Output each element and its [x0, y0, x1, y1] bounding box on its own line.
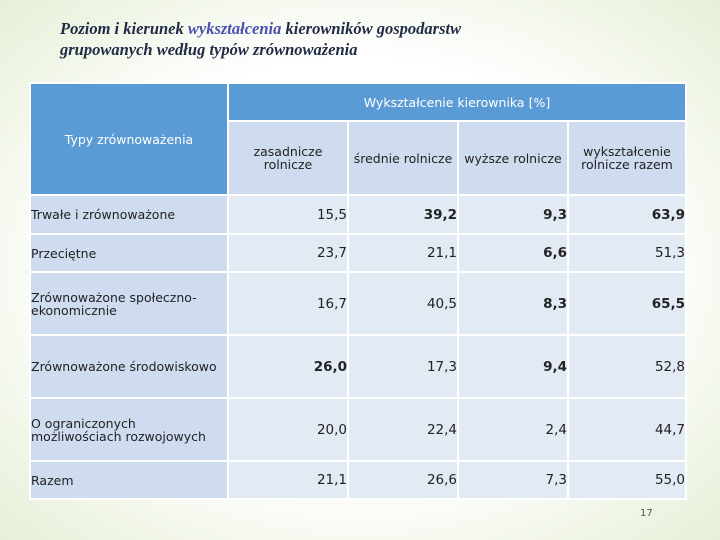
row-label: O ograniczonych możliwościach rozwojowych: [30, 398, 228, 461]
table-cell: 2,4: [458, 398, 568, 461]
table-cell: 23,7: [228, 234, 348, 272]
table-cell: 22,4: [348, 398, 458, 461]
table-cell: 55,0: [568, 461, 686, 499]
table-cell: 7,3: [458, 461, 568, 499]
table-cell: 9,4: [458, 335, 568, 398]
row-label: Zrównoważone środowiskowo: [30, 335, 228, 398]
table-cell: 39,2: [348, 195, 458, 234]
table-cell: 15,5: [228, 195, 348, 234]
title-part1: Poziom i kierunek: [60, 19, 188, 38]
table-cell: 40,5: [348, 272, 458, 335]
table-cell: 8,3: [458, 272, 568, 335]
row-label: Razem: [30, 461, 228, 499]
table-row: [30, 335, 686, 398]
table-row: [30, 461, 686, 499]
row-label: Trwałe i zrównoważone: [30, 195, 228, 234]
table-row: [30, 234, 686, 272]
table-cell: 44,7: [568, 398, 686, 461]
table-cell: 6,6: [458, 234, 568, 272]
title-part2: kierowników gospodarstw: [281, 19, 462, 38]
col-header: zasadnicze rolnicze: [228, 121, 348, 195]
table-cell: 51,3: [568, 234, 686, 272]
row-label: Przeciętne: [30, 234, 228, 272]
title-highlight: wykształcenia: [187, 19, 282, 38]
table-cell: 52,8: [568, 335, 686, 398]
col-header: wyższe rolnicze: [458, 121, 568, 195]
table-cell: 9,3: [458, 195, 568, 234]
col-header: wykształcenie rolnicze razem: [568, 121, 686, 195]
table-cell: 21,1: [228, 461, 348, 499]
header-group: Wykształcenie kierownika [%]: [228, 83, 686, 121]
row-label: Zrównoważone społeczno-ekonomicznie: [30, 272, 228, 335]
table-cell: 21,1: [348, 234, 458, 272]
table-cell: 26,0: [228, 335, 348, 398]
table-cell: 17,3: [348, 335, 458, 398]
page-number: 17: [640, 508, 653, 519]
table-row: [30, 398, 686, 461]
table-row: [30, 195, 686, 234]
table-body: [30, 195, 686, 499]
table-cell: 16,7: [228, 272, 348, 335]
col-header: średnie rolnicze: [348, 121, 458, 195]
table-cell: 20,0: [228, 398, 348, 461]
table-row: [30, 272, 686, 335]
title-line2: grupowanych według typów zrównoważenia: [60, 40, 358, 59]
header-types: Typy zrównoważenia: [30, 83, 228, 195]
table-cell: 65,5: [568, 272, 686, 335]
table-cell: 26,6: [348, 461, 458, 499]
table-cell: 63,9: [568, 195, 686, 234]
slide-title: [60, 18, 660, 60]
education-table: [29, 82, 687, 500]
